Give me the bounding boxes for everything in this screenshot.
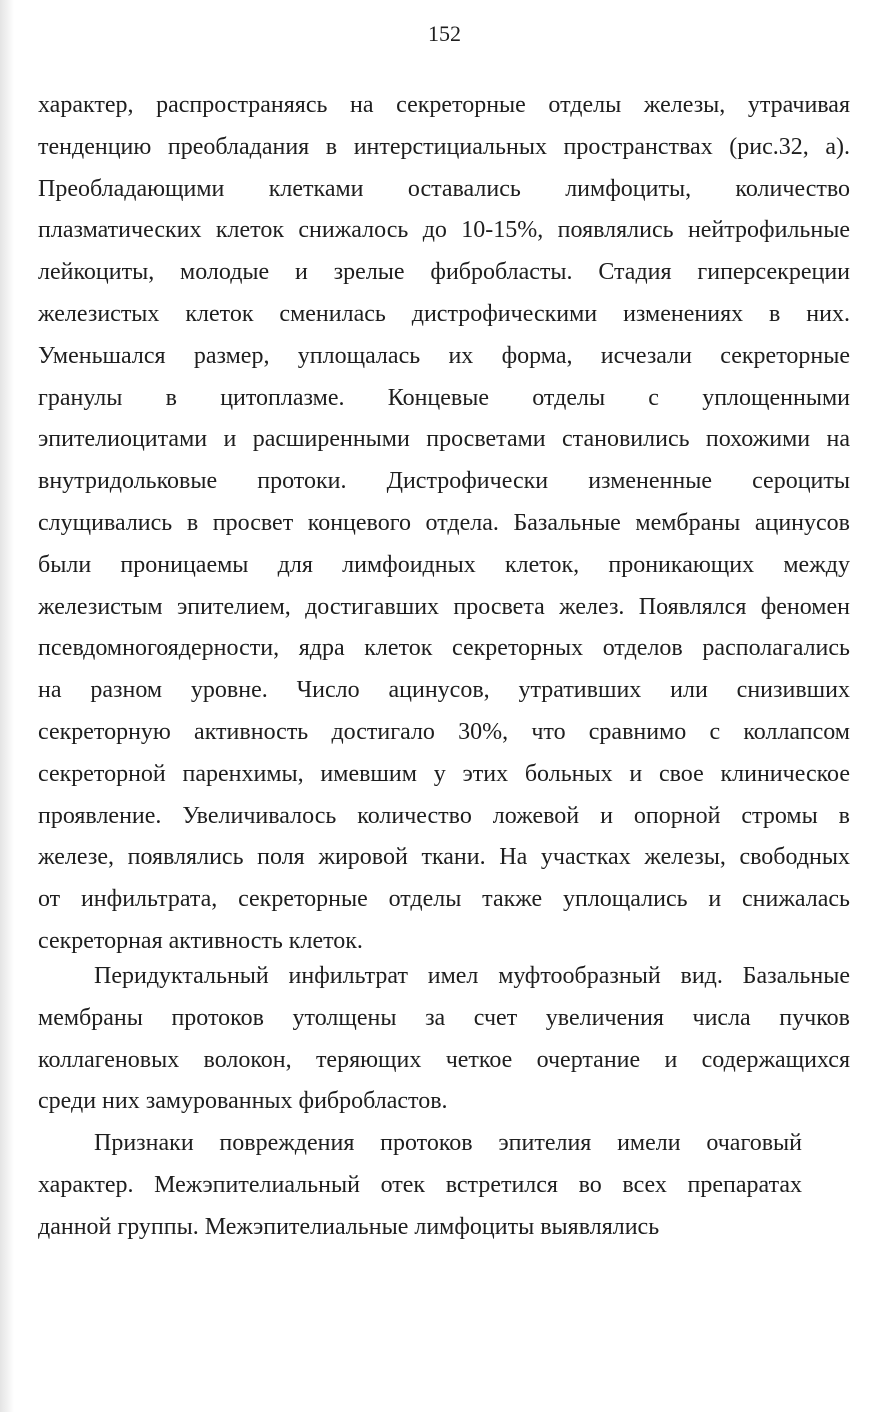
page-edge-shadow <box>0 0 14 1412</box>
text-line: лейкоциты, молодые и зрелые фибробласты. Стадия гиперсекреции <box>38 259 850 286</box>
text-line: Преобладающими клетками оставались лимфоциты, количество <box>38 175 850 202</box>
paragraph-2 <box>38 962 850 1129</box>
text-line: Уменьшался размер, уплощалась их форма, исчезали секреторные <box>38 342 850 369</box>
paragraph-3 <box>38 1129 802 1254</box>
text-line: данной группы. Межэпителиальные лимфоциты выявлялись <box>38 1213 660 1240</box>
text-line: от инфильтрата, секреторные отделы также уплощались и снижалась <box>38 886 850 913</box>
text-line: гранулы в цитоплазме. Концевые отделы с уплощенными <box>38 384 850 411</box>
text-line: коллагеновых волокон, теряющих четкое очертание и содержащихся <box>38 1046 850 1073</box>
paragraph-1 <box>38 91 850 969</box>
text-line: железе, появлялись поля жировой ткани. На участках железы, свободных <box>38 844 850 871</box>
text-line: секреторную активность достигало 30%, что сравнимо с коллапсом <box>38 718 850 745</box>
text-line: мембраны протоков утолщены за счет увеличения числа пучков <box>38 1004 850 1031</box>
text-line: слущивались в просвет концевого отдела. Базальные мембраны ацинусов <box>38 509 850 536</box>
text-line: тенденцию преобладания в интерстициальных пространствах (рис.32, а). <box>38 133 850 160</box>
text-line: эпителиоцитами и расширенными просветами становились похожими на <box>38 426 850 453</box>
text-line: псевдомногоядерности, ядра клеток секреторных отделов располагались <box>38 635 850 662</box>
text-line: внутридольковые протоки. Дистрофически измененные сероциты <box>38 468 850 495</box>
text-line: Признаки повреждения протоков эпителия имели очаговый <box>94 1130 802 1156</box>
text-line: железистым эпителием, достигавших просвета желез. Появлялся феномен <box>38 593 850 620</box>
text-line: проявление. Увеличивалось количество ложевой и опорной стромы в <box>38 802 850 829</box>
text-line: на разном уровне. Число ацинусов, утративших или снизивших <box>38 677 850 704</box>
text-line: Перидуктальный инфильтрат имел муфтообразный вид. Базальные <box>94 963 850 989</box>
text-line: среди них замурованных фибробластов. <box>38 1088 448 1115</box>
text-line: плазматических клеток снижалось до 10-15%, появлялись нейтрофильные <box>38 217 850 244</box>
text-line: секреторная активность клеток. <box>38 927 363 954</box>
text-line: характер, распространяясь на секреторные отделы железы, утрачивая <box>38 92 850 118</box>
text-line: были проницаемы для лимфоидных клеток, проникающих между <box>38 551 850 578</box>
text-line: секреторной паренхимы, имевшим у этих больных и свое клиническое <box>38 760 850 787</box>
page-number: 152 <box>428 21 461 46</box>
text-line: железистых клеток сменилась дистрофическими изменениях в них. <box>38 300 850 327</box>
text-line: характер. Межэпителиальный отек встретился во всех препаратах <box>38 1171 802 1198</box>
